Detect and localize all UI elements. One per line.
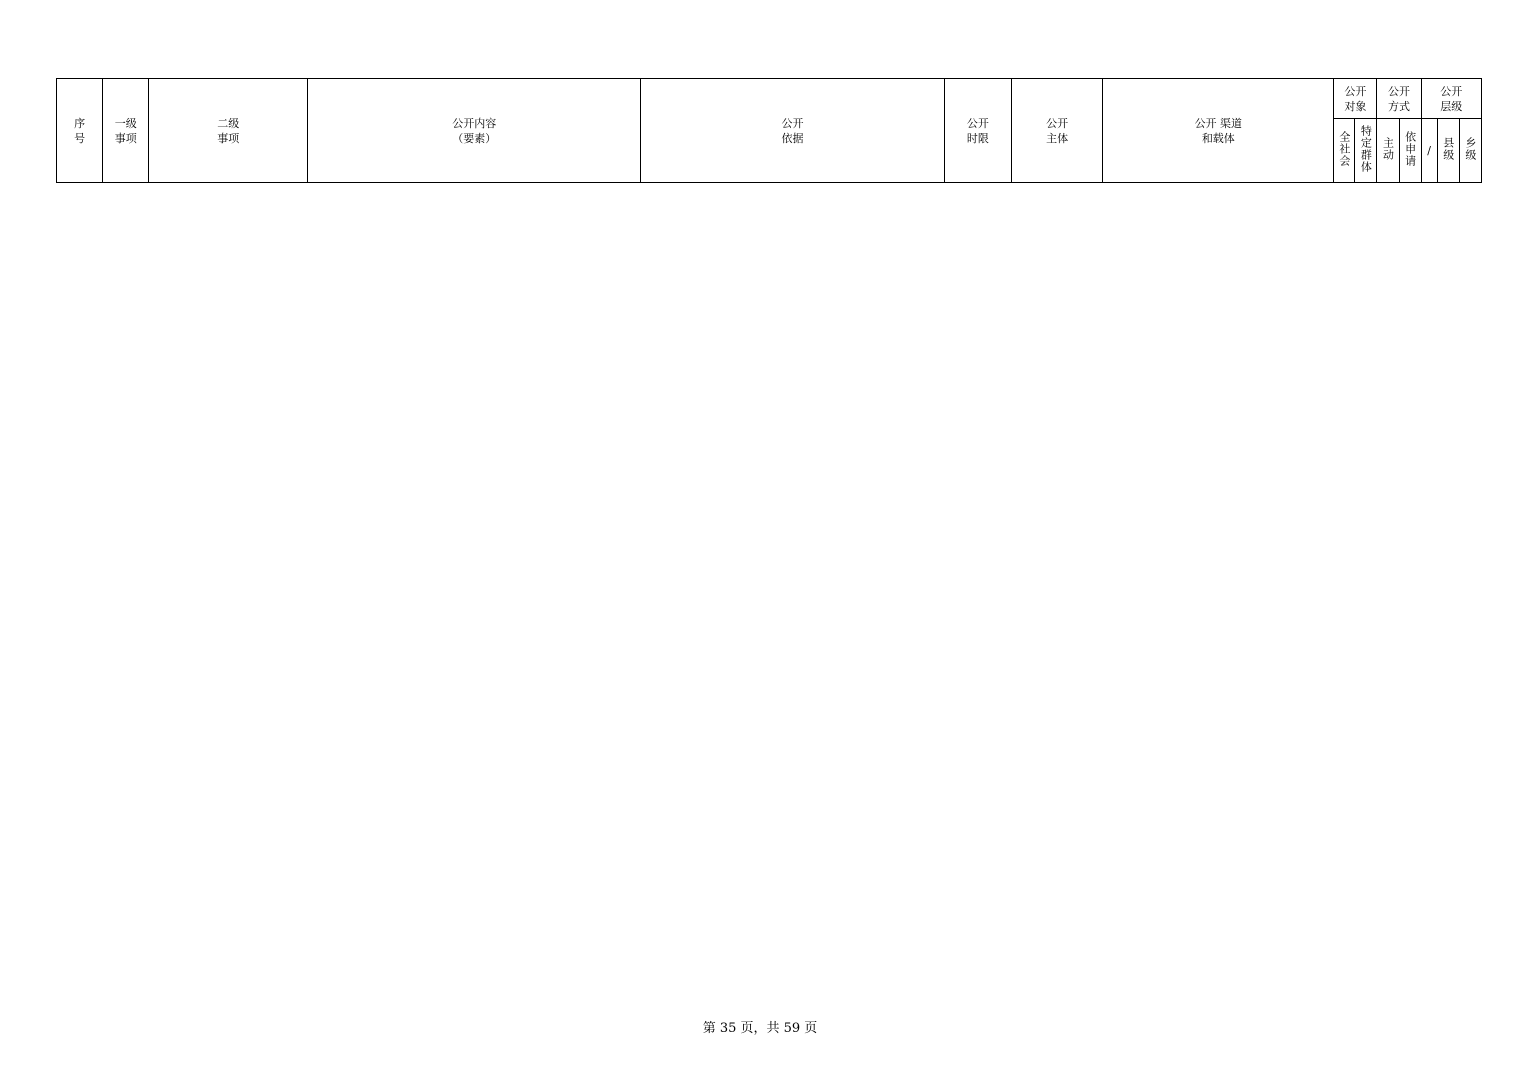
header-content: 公开内容 （要素）: [308, 79, 641, 183]
header-method: 公开 方式: [1377, 79, 1421, 119]
header-level-town: 乡级: [1459, 119, 1481, 183]
header-level: 公开 层级: [1421, 79, 1481, 119]
header-method-apply: 依申请: [1399, 119, 1421, 183]
header-target: 公开 对象: [1334, 79, 1377, 119]
header-seq: 序 号: [57, 79, 103, 183]
page-footer: 第 35 页，共 59 页: [702, 1021, 818, 1036]
header-slash: /: [1421, 119, 1437, 183]
disclosure-table: [56, 78, 1482, 183]
header-target-specific: 特定群体: [1355, 119, 1377, 183]
header-level-county: 县级: [1437, 119, 1459, 183]
header-channel: 公开 渠道 和载体: [1103, 79, 1334, 183]
header-basis: 公开 依据: [641, 79, 944, 183]
header-method-active: 主动: [1377, 119, 1399, 183]
header-time-limit: 公开 时限: [944, 79, 1011, 183]
header-level1: 一级 事项: [103, 79, 149, 183]
header-target-all: 全社会: [1334, 119, 1355, 183]
header-level2: 二级 事项: [149, 79, 308, 183]
header-subject: 公开 主体: [1011, 79, 1102, 183]
